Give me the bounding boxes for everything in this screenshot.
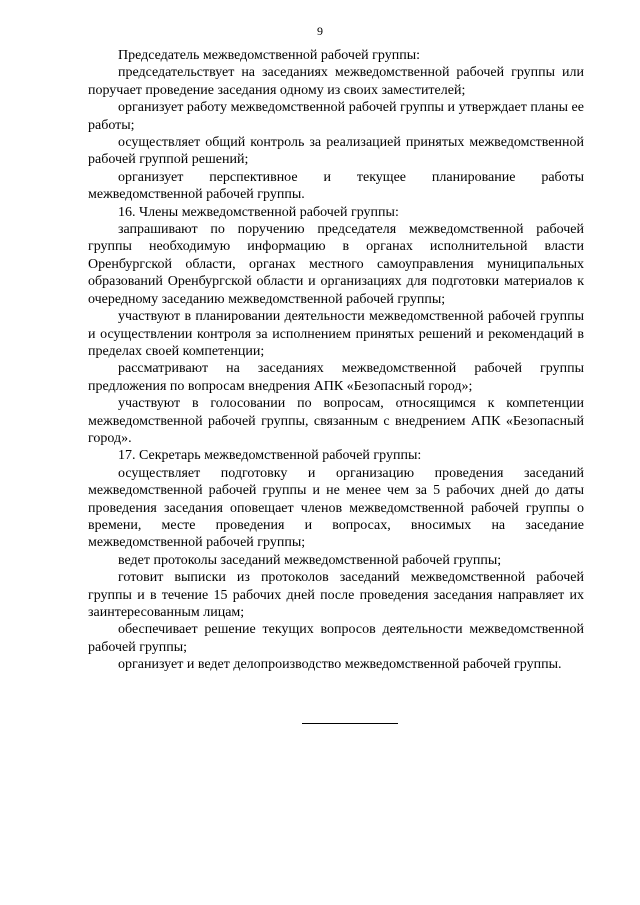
paragraph: обеспечивает решение текущих вопросов деятельности межведомственной рабочей группы; xyxy=(88,622,584,655)
end-separator-line xyxy=(302,723,398,724)
paragraph: организует перспективное и текущее планирование работы межведомственной рабочей группы. xyxy=(88,169,584,203)
paragraph: участвуют в планировании деятельности межведомственной рабочей группы и осуществлении контроля за исполнением принятых решений и рекомендаций в пределах своей компетенции; xyxy=(88,309,584,359)
paragraph: организует работу межведомственной рабочей группы и утверждает планы ее работы; xyxy=(88,100,584,133)
paragraph: председательствует на заседаниях межведомственной рабочей группы или поручает проведение заседания одному из своих заместителей; xyxy=(88,65,584,98)
paragraph-secretary-heading: 17. Секретарь межведомственной рабочей группы: xyxy=(118,448,422,464)
document-body xyxy=(88,47,584,674)
page-number: 9 xyxy=(317,24,323,38)
paragraph: ведет протоколы заседаний межведомственной рабочей группы; xyxy=(118,552,502,568)
paragraph: осуществляет общий контроль за реализацией принятых межведомственной рабочей группой решений; xyxy=(88,135,584,168)
paragraph-members-heading: 16. Члены межведомственной рабочей группы: xyxy=(118,204,399,220)
paragraph: готовит выписки из протоколов заседаний межведомственной рабочей группы и в течение 15 рабочих дней после проведения заседания направляет их заинтересованным лицам; xyxy=(88,570,584,620)
paragraph-chairman-heading: Председатель межведомственной рабочей группы: xyxy=(118,48,420,63)
paragraph: рассматривают на заседаниях межведомственной рабочей группы предложения по вопросам внедрения АПК «Безопасный город»; xyxy=(88,361,584,394)
paragraph: участвуют в голосовании по вопросам, относящимся к компетенции межведомственной рабочей группы, связанным с внедрением АПК «Безопасный город». xyxy=(88,396,584,446)
paragraph: организует и ведет делопроизводство межведомственной рабочей группы. xyxy=(118,657,562,673)
paragraph: запрашивают по поручению председателя межведомственной рабочей группы необходимую информацию в органах исполнительной власти Оренбургской области, органах местного самоуправления муниципальных образований Оренбургской области и организациях для подготовки материалов к очередному заседанию межведомственной рабочей группы; xyxy=(88,222,584,307)
paragraph: осуществляет подготовку и организацию проведения заседаний межведомственной рабочей группы и не менее чем за 5 рабочих дней до даты проведения заседания оповещает членов межведомственной рабочей группы о времени, месте проведения и вопросах, вносимых на заседание межведомственной рабочей группы; xyxy=(88,465,584,551)
